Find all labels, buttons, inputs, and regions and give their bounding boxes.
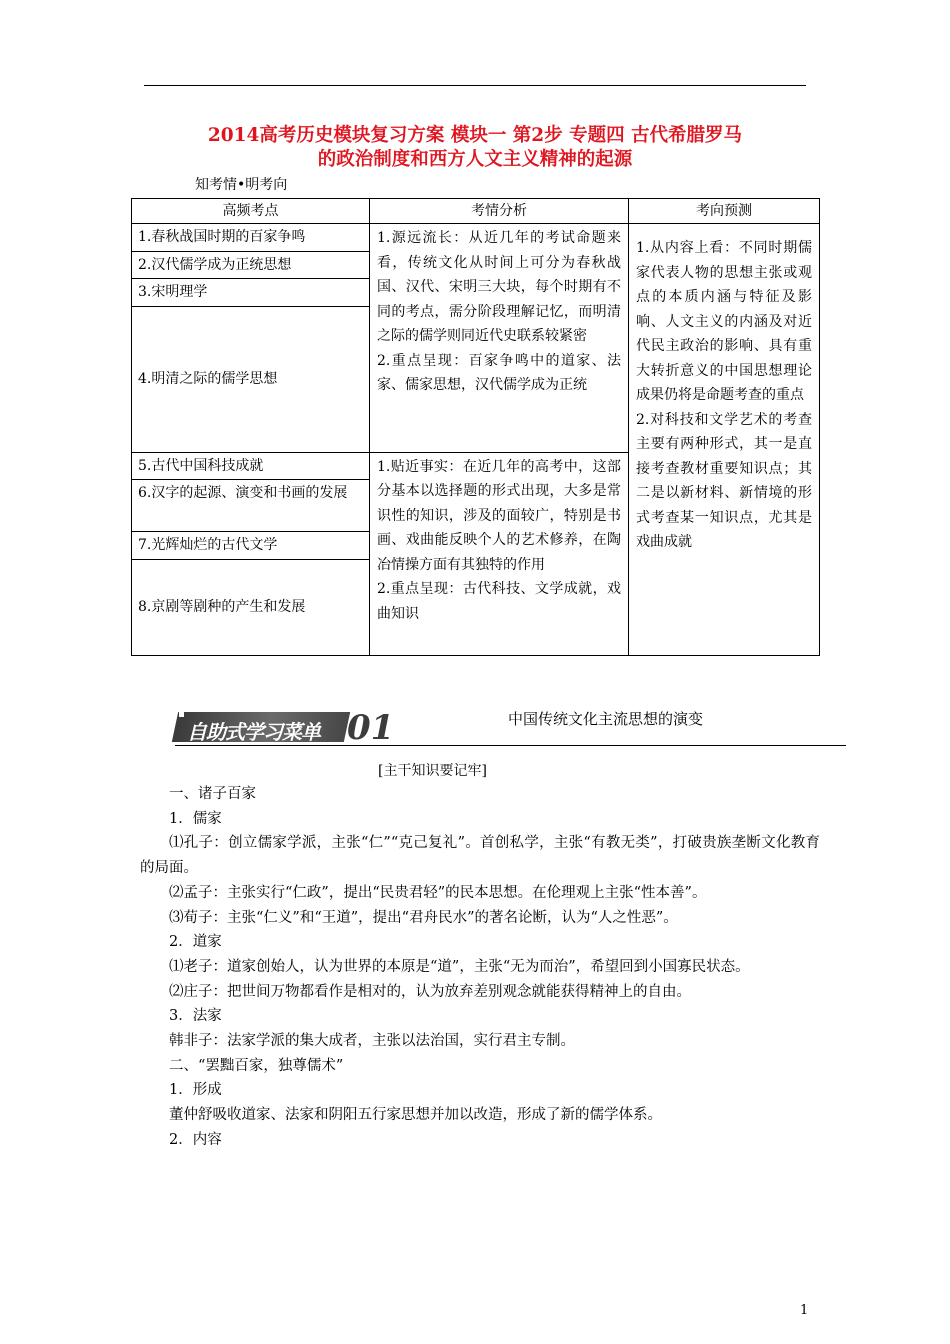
column-header: 考向预测 [629,199,820,224]
title-line-2: 的政治制度和西方人文主义精神的起源 [317,149,633,170]
topic-cell: 4.明清之际的儒学思想 [132,306,370,452]
exam-analysis-table [131,198,820,656]
self-study-menu-banner [175,708,395,748]
paragraph: 董仲舒吸收道家、法家和阴阳五行家思想并加以改造，形成了新的儒学体系。 [169,1107,662,1124]
topic-cell: 3.宋明理学 [132,279,370,307]
body-text [140,782,820,1153]
forecast-cell: 1.从内容上看：不同时期儒家代表人物的思想主张或观点的本质内涵与特征及影响、人文主义的内涵及对近代民主政治的影响、具有重大转折意义的中国思想理论成果仍将是命题考查的重点 2.对科技和文学艺术的考查主要有两种形式，其一是直接考查教材重要知识点；其二是以新材料、新情境的形式考查某一知识点，尤其是戏曲成就 [629,224,820,656]
heading-level-2: 1．儒家 [169,810,222,827]
topic-cell: 7.光辉灿烂的古代文学 [132,532,370,560]
knowledge-heading: [主干知识要记牢] [378,763,487,779]
section-title: 中国传统文化主流思想的演变 [508,710,704,728]
title-line-1: 2014高考历史模块复习方案 模块一 第2步 专题四 古代希腊罗马 [207,125,743,146]
page-number: 1 [800,1303,809,1318]
column-header: 考情分析 [370,199,629,224]
topic-cell: 2.汉代儒学成为正统思想 [132,251,370,279]
paragraph: ⑵孟子：主张实行“仁政”，提出“民贵君轻”的民本思想。在伦理观上主张“性本善”。 [169,884,707,901]
exam-info-subheading: 知考情•明考向 [195,177,288,193]
paragraph: ⑶荀子：主张“仁义”和“王道”，提出“君舟民水”的著名论断，认为“人之性恶”。 [169,909,678,926]
analysis-cell: 1.源远流长：从近几年的考试命题来看，传统文化从时间上可分为春秋战国、汉代、宋明三大块，每个时期有不同的考点，需分阶段理解记忆，而明清之际的儒学则同近代史联系较紧密 2.重点呈现：百家争鸣中的道家、法家、儒家思想，汉代儒学成为正统 [370,224,629,453]
banner-number: 01 [347,708,395,748]
topic-cell: 6.汉字的起源、演变和书画的发展 [132,480,370,532]
heading-level-2: 2．内容 [169,1131,222,1148]
analysis-cell: 1.贴近事实：在近几年的高考中，这部分基本以选择题的形式出现，大多是常识性的知识，涉及的面较广，特别是书画、戏曲能反映个人的艺术修养，在陶冶情操方面有其独特的作用 2.重点呈现：古代科技、文学成就，戏曲知识 [370,452,629,655]
heading-level-2: 1．形成 [169,1082,222,1099]
paragraph: ⑴孔子：创立儒家学派，主张“仁”“克己复礼”。首创私学，主张“有教无类”，打破贵族垄断文化教育的局面。 [140,835,820,877]
banner-label: 自助式学习菜单 [187,720,320,744]
column-header: 高频考点 [132,199,370,224]
heading-level-1: 二、“罢黜百家，独尊儒术” [169,1057,344,1074]
topic-cell: 5.古代中国科技成就 [132,452,370,480]
topic-cell: 8.京剧等剧种的产生和发展 [132,559,370,655]
section-rule [175,745,846,746]
table-header-row [132,199,820,224]
banner-dot-icon [179,712,184,717]
table-row [132,224,820,252]
header-rule [144,85,806,86]
document-title [130,124,820,172]
heading-level-2: 2．道家 [169,934,222,951]
topic-cell: 1.春秋战国时期的百家争鸣 [132,224,370,252]
heading-level-1: 一、诸子百家 [169,786,256,802]
paragraph: ⑵庄子：把世间万物都看作是相对的，认为放弃差别观念就能获得精神上的自由。 [169,983,691,1000]
paragraph: ⑴老子：道家创始人，认为世界的本原是“道”，主张“无为而治”，希望回到小国寡民状态。 [169,958,750,975]
heading-level-2: 3．法家 [169,1008,222,1025]
paragraph: 韩非子：法家学派的集大成者，主张以法治国，实行君主专制。 [169,1033,575,1050]
